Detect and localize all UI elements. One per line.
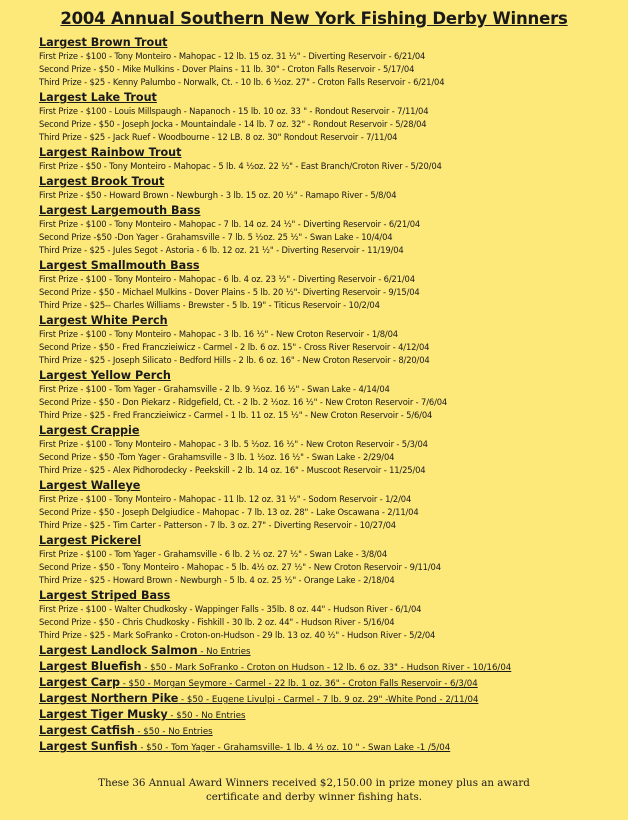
species-section — [39, 644, 624, 658]
species-section — [39, 589, 624, 642]
species-heading: Largest Striped Bass — [39, 589, 171, 602]
prize-entry: Third Prize - $25 - Fred Franczieiwicz - Carmel - 1 lb. 11 oz. 15 ½" - New Croton Reservoir - 5/6/04 — [39, 410, 433, 420]
prize-entry: Second Prize - $50 - Tony Monteiro - Mahopac - 5 lb. 4½ oz. 27 ½" - New Croton Reservoir - 9/11/04 — [39, 562, 441, 572]
prize-entry: First Prize - $100 - Tony Monteiro - Mahopac - 6 lb. 4 oz. 23 ½" - Diverting Reservoir - 6/21/04 — [39, 274, 415, 284]
winners-list — [39, 34, 624, 754]
species-heading: Largest Bluefish — [39, 660, 142, 673]
prize-entry: Second Prize - $50 - Fred Franczieiwicz - Carmel - 2 lb. 6 oz. 15" - Cross River Reservoir - 4/12/04 — [39, 342, 430, 352]
species-section — [39, 676, 624, 690]
species-section — [39, 259, 624, 312]
prize-entry: Third Prize - $25 - Jack Ruef - Woodbourne - 12 LB. 8 oz. 30" Rondout Reservoir - 7/11/04 — [39, 132, 398, 142]
species-section — [39, 204, 624, 257]
prize-entry: Second Prize - $50 - Mike Mulkins - Dover Plains - 11 lb. 30" - Croton Falls Reservoir - 5/17/04 — [39, 64, 415, 74]
species-heading: Largest Yellow Perch — [39, 369, 171, 382]
species-row — [39, 660, 624, 674]
species-section — [39, 36, 624, 89]
species-heading: Largest Northern Pike — [39, 692, 179, 705]
prize-entry: First Prize - $100 - Tony Monteiro - Mahopac - 11 lb. 12 oz. 31 ½" - Sodom Reservoir - 1/2/04 — [39, 494, 412, 504]
prize-entry: First Prize - $100 - Tony Monteiro - Mahopac - 3 lb. 16 ½" - New Croton Reservoir - 1/8/04 — [39, 329, 398, 339]
species-heading: Largest Crappie — [39, 424, 140, 437]
species-row — [39, 708, 624, 722]
species-result: - $50 - Mark SoFranko - Croton on Hudson - 12 lb. 6 oz. 33" - Hudson River - 10/16/04 — [141, 663, 512, 673]
prize-entry: Second Prize - $50 - Joseph Jocka - Mountaindale - 14 lb. 7 oz. 32" - Rondout Reservoir - 5/28/04 — [39, 119, 427, 129]
prize-entry: Third Prize - $25 - Mark SoFranko - Croton-on-Hudson - 29 lb. 13 oz. 40 ½" - Hudson River - 5/2/04 — [39, 630, 436, 640]
species-section — [39, 91, 624, 144]
species-section — [39, 479, 624, 532]
prize-entry: First Prize - $100 - Louis Millspaugh - Napanoch - 15 lb. 10 oz. 33 " - Rondout Reservoir - 7/11/04 — [39, 106, 429, 116]
species-heading: Largest Sunfish — [39, 740, 138, 753]
prize-entry: First Prize - $100 - Tom Yager - Grahamsville - 6 lb. 2 ½ oz. 27 ½" - Swan Lake - 3/8/04 — [39, 549, 388, 559]
species-section — [39, 146, 624, 173]
species-result: - $50 - No Entries — [134, 727, 213, 737]
species-heading: Largest Lake Trout — [39, 91, 157, 104]
species-row — [39, 692, 624, 706]
species-row — [39, 146, 624, 160]
species-row — [39, 204, 624, 218]
prize-entry: First Prize - $100 - Tony Monteiro - Mahopac - 3 lb. 5 ½oz. 16 ½" - New Croton Reservoir - 5/3/04 — [39, 439, 428, 449]
species-heading: Largest Tiger Musky — [39, 708, 168, 721]
footer-line-1: These 36 Annual Award Winners received $2,150.00 in prize money plus an award — [98, 777, 530, 789]
prize-entry: Second Prize - $50 - Don Piekarz - Ridgefield, Ct. - 2 lb. 2 ½oz. 16 ½" - New Croton Reservoir - 7/6/04 — [39, 397, 448, 407]
species-section — [39, 724, 624, 738]
species-row — [39, 644, 624, 658]
species-section — [39, 534, 624, 587]
species-row — [39, 740, 624, 754]
species-row — [39, 175, 624, 189]
prize-entry: Third Prize - $25 - Tim Carter - Patterson - 7 lb. 3 oz. 27" - Diverting Reservoir - 10/27/04 — [39, 520, 396, 530]
prize-entry: Third Prize - $25 - Joseph Silicato - Bedford Hills - 2 lb. 6 oz. 16" - New Croton Reservoir - 8/20/04 — [39, 355, 430, 365]
prize-entry: Second Prize - $50 - Michael Mulkins - Dover Plains - 5 lb. 20 ½"- Diverting Reservoir - 9/15/04 — [39, 287, 420, 297]
species-section — [39, 740, 624, 754]
prize-entry: Third Prize - $25 - Howard Brown - Newburgh - 5 lb. 4 oz. 25 ½" - Orange Lake - 2/18/04 — [39, 575, 395, 585]
prize-entry: Third Prize - $25-- Charles Williams - Brewster - 5 lb. 19" - Titicus Reservoir - 10/2/04 — [39, 300, 380, 310]
species-row — [39, 369, 624, 383]
species-row — [39, 534, 624, 548]
species-row — [39, 424, 624, 438]
species-row — [39, 36, 624, 50]
species-heading: Largest White Perch — [39, 314, 168, 327]
prize-entry: Third Prize - $25 - Jules Segot - Astoria - 6 lb. 12 oz. 21 ½" - Diverting Reservoir - 11/19/04 — [39, 245, 404, 255]
prize-entry: First Prize - $100 - Tony Monteiro - Mahopac - 12 lb. 15 oz. 31 ½" - Diverting Reservoir - 6/21/04 — [39, 51, 426, 61]
prize-entry: Second Prize - $50 - Joseph Delgiudice - Mahopac - 7 lb. 13 oz. 28" - Lake Oscawana - 2/11/04 — [39, 507, 419, 517]
species-result: - No Entries — [197, 647, 251, 657]
species-heading: Largest Pickerel — [39, 534, 142, 547]
species-row — [39, 479, 624, 493]
species-row — [39, 589, 624, 603]
species-result: - $50 - Eugene Livulpi - Carmel - 7 lb. 9 oz. 29" -White Pond - 2/11/04 — [178, 695, 479, 705]
species-heading: Largest Carp — [39, 676, 120, 689]
prize-entry: Third Prize - $25 - Alex Pidhorodecky - Peekskill - 2 lb. 14 oz. 16" - Muscoot Reservoir - 11/25/04 — [39, 465, 426, 475]
prize-entry: First Prize - $50 - Tony Monteiro - Mahopac - 5 lb. 4 ½oz. 22 ½" - East Branch/Croton River - 5/20/04 — [39, 161, 442, 171]
species-heading: Largest Brown Trout — [39, 36, 168, 49]
footer-line-2: certificate and derby winner fishing hats. — [205, 791, 423, 803]
page-title: 2004 Annual Southern New York Fishing Derby Winners — [60, 9, 568, 28]
species-row — [39, 259, 624, 273]
prize-entry: Third Prize - $25 - Kenny Palumbo - Norwalk, Ct. - 10 lb. 6 ½oz. 27" - Croton Falls Reservoir - 6/21/04 — [39, 77, 445, 87]
species-section — [39, 708, 624, 722]
species-row — [39, 91, 624, 105]
species-section — [39, 175, 624, 202]
species-heading: Largest Rainbow Trout — [39, 146, 182, 159]
species-section — [39, 314, 624, 367]
species-result: - $50 - Tom Yager - Grahamsville- 1 lb. 4 ½ oz. 10 " - Swan Lake -1 /5/04 — [137, 743, 451, 753]
species-result: - $50 - Morgan Seymore - Carmel - 22 lb. 1 oz. 36" - Croton Falls Reservoir - 6/3/04 — [119, 679, 478, 689]
prize-entry: First Prize - $50 - Howard Brown - Newburgh - 3 lb. 15 oz. 20 ½" - Ramapo River - 5/8/04 — [39, 190, 397, 200]
prize-entry: First Prize - $100 - Tony Monteiro - Mahopac - 7 lb. 14 oz. 24 ½" - Diverting Reservoir - 6/21/04 — [39, 219, 421, 229]
prize-entry: Second Prize - $50 -Tom Yager - Grahamsville - 3 lb. 1 ½oz. 16 ½" - Swan Lake - 2/29/04 — [39, 452, 395, 462]
species-heading: Largest Walleye — [39, 479, 141, 492]
species-heading: Largest Catfish — [39, 724, 135, 737]
species-heading: Largest Landlock Salmon — [39, 644, 198, 657]
species-section — [39, 692, 624, 706]
species-section — [39, 369, 624, 422]
species-heading: Largest Largemouth Bass — [39, 204, 201, 217]
species-row — [39, 314, 624, 328]
species-section — [39, 660, 624, 674]
species-section — [39, 424, 624, 477]
species-heading: Largest Brook Trout — [39, 175, 165, 188]
footer-note — [0, 776, 628, 804]
prize-entry: First Prize - $100 - Walter Chudkosky - Wappinger Falls - 35lb. 8 oz. 44" - Hudson River - 6/1/04 — [39, 604, 422, 614]
prize-entry: Second Prize -$50 -Don Yager - Grahamsville - 7 lb. 5 ½oz. 25 ½" - Swan Lake - 10/4/04 — [39, 232, 393, 242]
species-heading: Largest Smallmouth Bass — [39, 259, 200, 272]
prize-entry: First Prize - $100 - Tom Yager - Grahamsville - 2 lb. 9 ½oz. 16 ½" - Swan Lake - 4/14/04 — [39, 384, 390, 394]
prize-entry: Second Prize - $50 - Chris Chudkosky - Fishkill - 30 lb. 2 oz. 44" - Hudson River - 5/16/04 — [39, 617, 395, 627]
species-row — [39, 724, 624, 738]
species-result: - $50 - No Entries — [167, 711, 246, 721]
species-row — [39, 676, 624, 690]
